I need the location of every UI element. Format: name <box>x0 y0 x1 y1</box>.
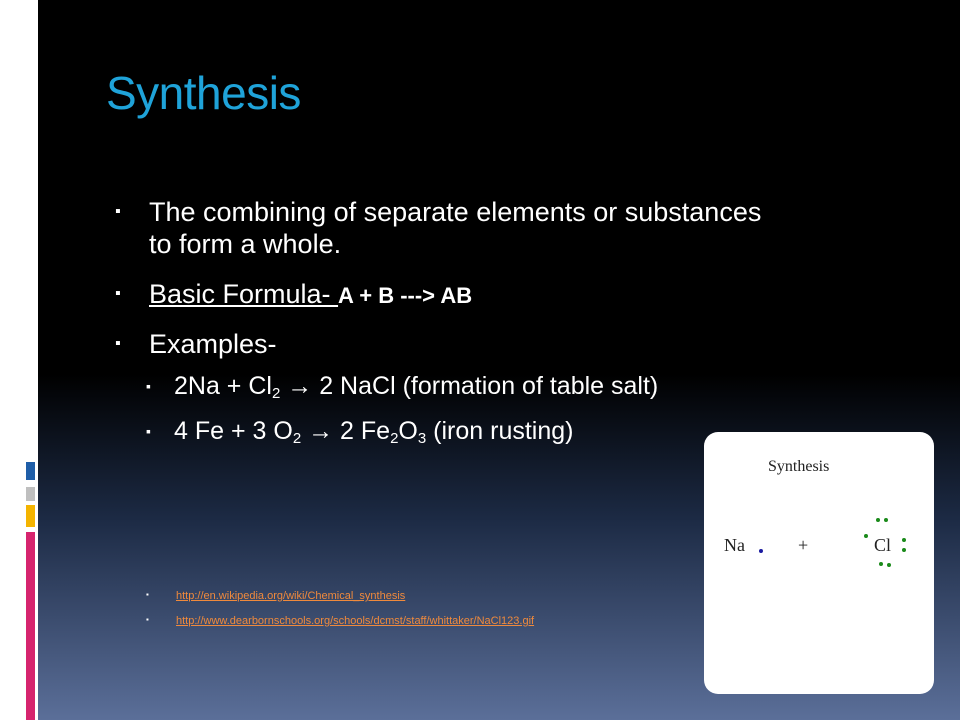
bullet-square-icon: ▪ <box>146 378 151 394</box>
example-text: (iron rusting) <box>426 417 574 445</box>
bullet-square-icon: ▪ <box>115 285 121 302</box>
bullet-square-icon: ▪ <box>146 615 149 624</box>
example-text: O <box>398 417 418 445</box>
reference-url[interactable]: http://en.wikipedia.org/wiki/Chemical_synthesis <box>176 590 406 602</box>
reference-link-wikipedia[interactable] <box>146 590 406 602</box>
subscript: 3 <box>417 430 427 447</box>
chlorine-symbol: Cl <box>874 535 892 555</box>
figure-title: Synthesis <box>768 458 830 475</box>
plus-sign: + <box>798 535 809 555</box>
bullet-basic-formula <box>115 278 769 312</box>
example-text: 2Na + Cl <box>174 372 272 400</box>
bullet-text: The combining of separate elements or substances to form a whole. <box>149 197 762 259</box>
bullet-definition <box>115 196 769 260</box>
accent-bar-gray <box>26 487 35 501</box>
chlorine-electron-dot <box>864 534 868 538</box>
bullet-square-icon: ▪ <box>115 203 121 220</box>
basic-formula-label: Basic Formula- <box>149 279 339 309</box>
example-text: 4 Fe + 3 O <box>174 417 293 445</box>
chlorine-electron-dot <box>902 538 906 542</box>
example-iron-rusting <box>146 416 714 447</box>
bullet-square-icon: ▪ <box>146 423 151 439</box>
bullet-square-icon: ▪ <box>146 590 149 599</box>
subscript: 2 <box>271 385 281 402</box>
sodium-electron-dot <box>759 549 763 553</box>
chlorine-electron-dot <box>876 518 880 522</box>
example-text: → 2 Fe <box>301 417 391 445</box>
examples-label: Examples- <box>149 329 277 359</box>
accent-bar-yellow <box>26 505 35 527</box>
subscript: 2 <box>390 430 399 447</box>
chlorine-electron-dot <box>887 563 891 567</box>
bullet-square-icon: ▪ <box>115 335 121 352</box>
reference-url[interactable]: http://www.dearbornschools.org/schools/dcmst/staff/whittaker/NaCl123.gif <box>176 615 535 627</box>
chlorine-electron-dot <box>884 518 888 522</box>
chlorine-electron-dot <box>879 562 883 566</box>
slide-title: Synthesis <box>106 67 301 119</box>
accent-bar-blue <box>26 462 35 480</box>
reference-link-dearborn[interactable] <box>146 615 535 627</box>
example-table-salt <box>146 371 814 402</box>
subscript: 2 <box>292 430 302 447</box>
lewis-dot-figure <box>704 432 934 694</box>
sodium-symbol: Na <box>724 535 745 555</box>
bullet-examples <box>115 328 769 360</box>
basic-formula: A + B ---> AB <box>338 283 473 308</box>
example-text: → 2 NaCl (formation of table salt) <box>280 372 659 400</box>
chlorine-electron-dot <box>902 548 906 552</box>
accent-bar-pink <box>26 532 35 720</box>
